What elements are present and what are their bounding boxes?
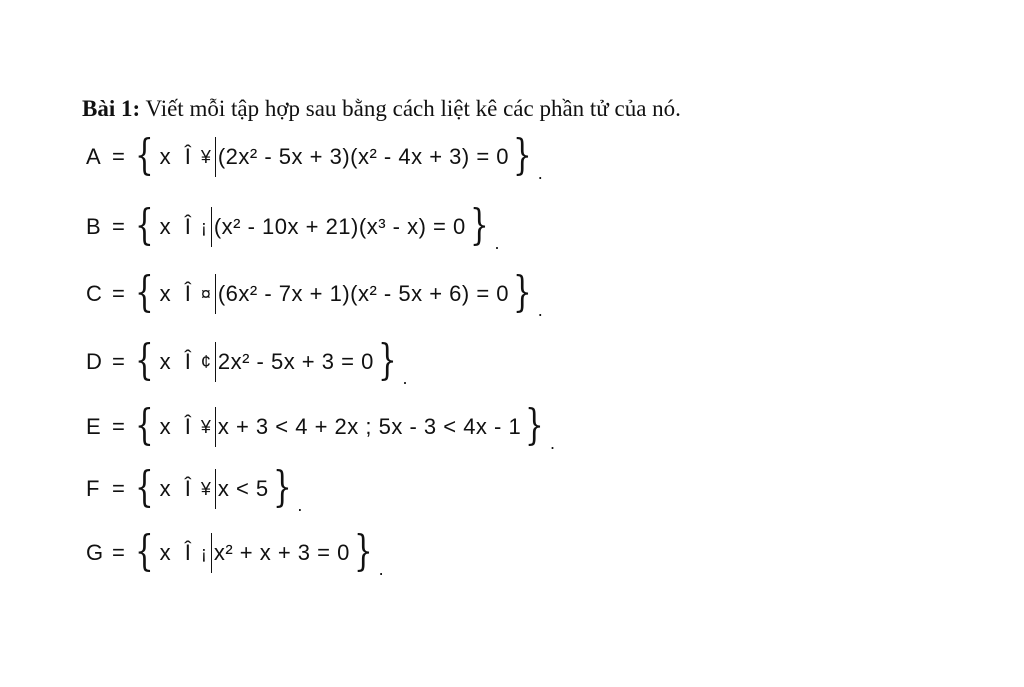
such-that-bar (215, 274, 216, 314)
open-brace: { (134, 130, 154, 179)
equals-sign: = (112, 414, 125, 439)
open-brace: { (134, 462, 154, 511)
number-set-symbol: ¥ (200, 478, 211, 499)
number-set-symbol: ¤ (200, 283, 211, 304)
end-period: . (378, 558, 384, 579)
set-row-c (86, 267, 543, 320)
number-set-symbol: ¡ (200, 542, 207, 563)
number-set-symbol: ¡ (200, 216, 207, 237)
such-that-bar (211, 207, 212, 247)
set-row-e (86, 400, 555, 453)
end-period: . (297, 494, 303, 515)
set-row-a (86, 130, 543, 183)
exercise-title (82, 96, 681, 122)
set-name: D (86, 349, 102, 374)
open-brace: { (134, 526, 154, 575)
set-condition: x² + x + 3 = 0 (213, 540, 350, 565)
close-brace: } (353, 526, 373, 575)
set-condition: x + 3 < 4 + 2x ; 5x - 3 < 4x - 1 (217, 414, 522, 439)
set-name: B (86, 214, 101, 239)
set-name: E (86, 414, 101, 439)
equals-sign: = (112, 144, 125, 169)
set-name: F (86, 476, 100, 501)
open-brace: { (134, 400, 154, 449)
set-name: C (86, 281, 102, 306)
such-that-bar (215, 407, 216, 447)
equals-sign: = (112, 349, 125, 374)
number-set-symbol: ¥ (200, 416, 211, 437)
set-name: G (86, 540, 104, 565)
such-that-bar (215, 469, 216, 509)
equals-sign: = (112, 281, 125, 306)
equals-sign: = (112, 540, 125, 565)
close-brace: } (377, 335, 397, 384)
close-brace: } (525, 400, 544, 449)
close-brace: } (272, 462, 292, 511)
set-condition: (2x² - 5x + 3)(x² - 4x + 3) = 0 (217, 144, 510, 169)
number-set-symbol: ¢ (200, 351, 211, 372)
close-brace: } (513, 130, 532, 179)
open-brace: { (134, 335, 154, 384)
set-condition: (x² - 10x + 21)(x³ - x) = 0 (213, 214, 466, 239)
such-that-bar (211, 533, 212, 573)
set-condition: x < 5 (217, 476, 269, 501)
equals-sign: = (112, 214, 125, 239)
exercise-number: Bài 1: (82, 96, 141, 121)
set-member: x Î (159, 281, 195, 306)
open-brace: { (134, 200, 154, 249)
exercise-instruction: Viết mỗi tập hợp sau bằng cách liệt kê các phần tử của nó. (145, 96, 681, 121)
set-condition: (6x² - 7x + 1)(x² - 5x + 6) = 0 (217, 281, 510, 306)
close-brace: } (513, 267, 532, 316)
close-brace: } (469, 200, 489, 249)
set-member: x Î (159, 214, 195, 239)
end-period: . (537, 162, 543, 183)
open-brace: { (134, 267, 154, 316)
set-name: A (86, 144, 101, 169)
set-condition: 2x² - 5x + 3 = 0 (217, 349, 374, 374)
number-set-symbol: ¥ (200, 146, 211, 167)
end-period: . (549, 432, 555, 453)
set-row-d (86, 335, 408, 388)
such-that-bar (215, 342, 216, 382)
end-period: . (494, 232, 500, 253)
set-row-f (86, 462, 303, 515)
set-member: x Î (159, 349, 195, 374)
end-period: . (537, 299, 543, 320)
set-member: x Î (159, 476, 195, 501)
equals-sign: = (112, 476, 125, 501)
set-member: x Î (159, 414, 195, 439)
set-member: x Î (159, 144, 195, 169)
set-row-g (86, 526, 384, 579)
set-member: x Î (159, 540, 195, 565)
set-row-b (86, 200, 500, 253)
end-period: . (402, 367, 408, 388)
such-that-bar (215, 137, 216, 177)
